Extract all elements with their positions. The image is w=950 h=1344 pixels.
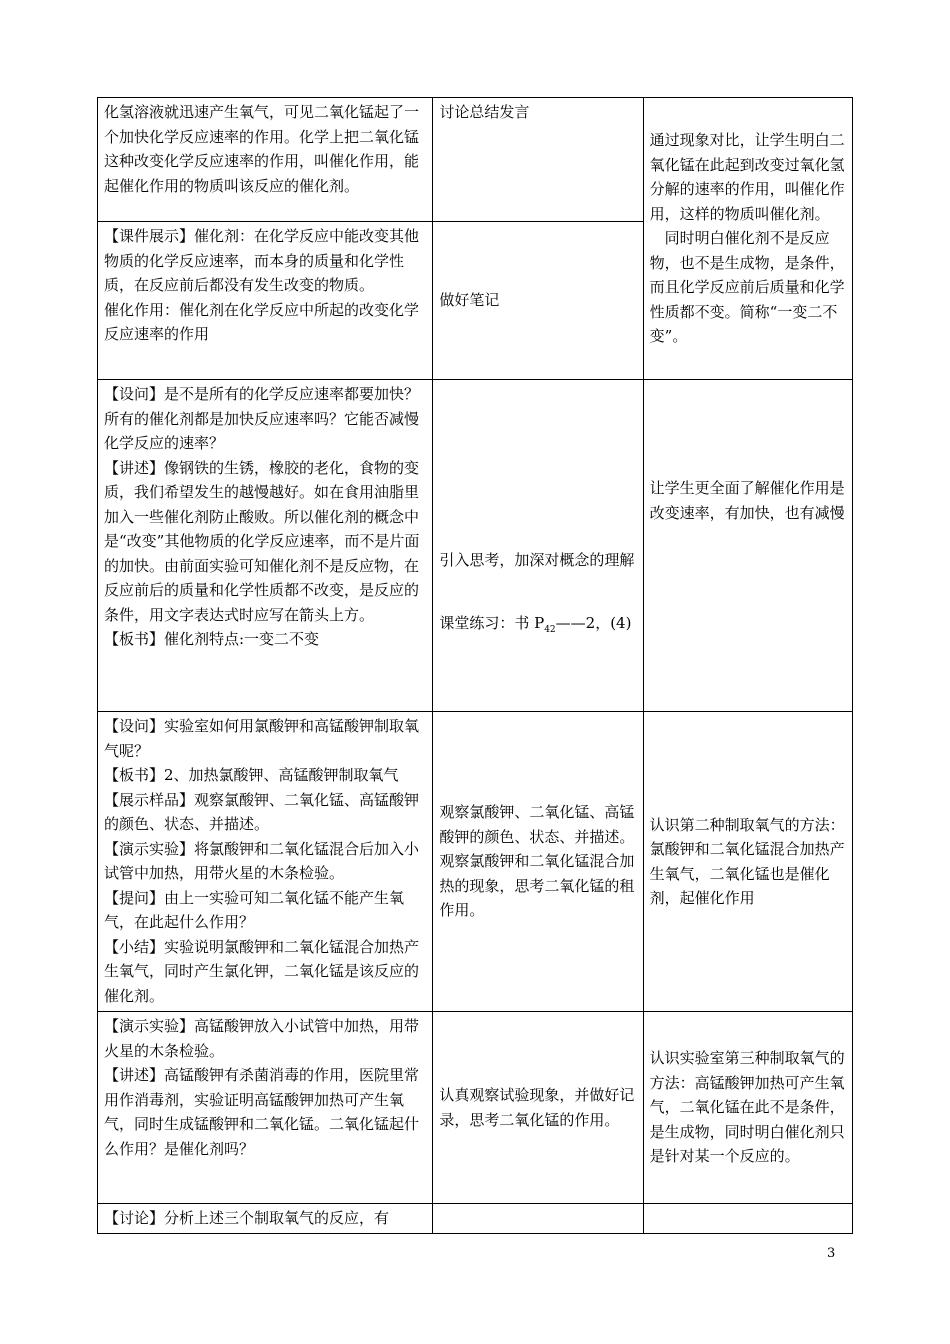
table-row [98,712,853,1012]
cell-text: 观察氯酸钾、二氧化锰、高锰酸钾的颜色、状态、并描述。 [439,803,635,846]
cell-text: 【讨论】分析上述三个制取氧气的反应，有 [104,1209,390,1227]
cell-text: 通过现象对比，让学生明白二氧化锰在此起到改变过氧化氢分解的速率的作用，叫催化作用，这样的物质叫催化剂。 [649,131,845,223]
design-intent-cell [643,380,852,712]
cell-text: 认真观察试验现象，并做好记录，思考二氧化锰的作用。 [439,1086,635,1129]
cell-text: 做好笔记 [439,291,500,310]
cell-text: 【展示样品】观察氯酸钾、二氧化锰、高锰酸钾的颜色、状态、并描述。 [104,790,420,833]
cell-text: 观察氯酸钾和二氧化锰混合加热的现象，思考二氧化锰的租作用。 [439,852,635,920]
teacher-activity-cell [98,380,433,712]
design-intent-cell [643,1012,852,1204]
teacher-activity-cell [98,712,433,1012]
cell-text: 【讲述】像钢铁的生锈，橡胶的老化，食物的变质，我们希望发生的越慢越好。如在食用油脂里加入一些催化剂防止酸败。所以催化剂的概念中是“改变”其他物质的化学反应速率，而不是片面的加快。由前面实验可知催化剂不是反应物，在反应前后的质量和化学性质都不改变，是反应的条件，用文字表达式时应写在箭头上方。 [104,458,420,624]
cell-text: 【设问】是不是所有的化学反应速率都要加快？所有的催化剂都是加快反应速率吗？它能否减慢化学反应的速率？ [104,385,420,452]
cell-text: 引入思考，加深对概念的理解 [439,551,635,569]
teacher-activity-cell [98,1012,433,1204]
cell-text: 【演示实验】将氯酸钾和二氧化锰混合后加入小试管中加热，用带火星的木条检验。 [104,839,420,882]
student-activity-cell [433,380,643,712]
cell-text: 【设问】实验室如何用氯酸钾和高锰酸钾制取氧气呢？ [104,717,420,760]
teacher-activity-cell [98,1204,433,1234]
cell-text: 认识实验室第三种制取氧气的方法：高锰酸钾加热可产生氧气，二氧化锰在此不是条件，是生成物，同时明白催化剂只是针对某一个反应的。 [649,1049,845,1166]
lesson-plan-table [97,97,853,1234]
teacher-activity-cell [98,222,433,380]
table-row [98,98,853,222]
exercise-text: 课堂练习：书 $P_{42}——2$，(4) [439,613,632,635]
cell-text: 【板书】催化剂特点:一变二不变 [104,630,320,648]
student-activity-cell [433,98,643,222]
student-activity-cell [433,1204,643,1234]
table-row [98,1012,853,1204]
cell-text: 催化作用：催化剂在化学反应中所起的改变化学反应速率的作用 [104,300,420,343]
cell-text: 【小结】实验说明氯酸钾和二氧化锰混合加热产生氧气，同时产生氯化钾，二氧化锰是该反应的催化剂。 [104,937,420,1005]
cell-text: 让学生更全面了解催化作用是改变速率，有加快，也有减慢 [649,479,845,522]
cell-text: 化氢溶液就迅速产生氧气，可见二氧化锰起了一个加快化学反应速率的作用。化学上把二氧化锰这种改变化学反应速率的作用，叫催化作用，能起催化作用的物质叫该反应的催化剂。 [104,103,420,195]
table-row [98,380,853,712]
page-number: 3 [827,1246,836,1261]
cell-text: 同时明白催化剂不是反应物，也不是生成物，是条件，而且化学反应前后质量和化学性质都不变。简称“一变二不变”。 [649,229,845,346]
cell-text: 【讲述】高锰酸钾有杀菌消毒的作用，医院里常用作消毒剂，实验证明高锰酸钾加热可产生氧气，同时生成锰酸钾和二氧化锰。二氧化锰起什么作用？是催化剂吗？ [104,1066,420,1158]
cell-text: 讨论总结发言 [439,103,530,121]
cell-text: 认识第二种制取氧气的方法：氯酸钾和二氧化锰混合加热产生氧气，二氧化锰也是催化剂，起催化作用 [649,815,845,907]
cell-text: 【提问】由上一实验可知二氧化锰不能产生氧气，在此起什么作用？ [104,888,405,931]
student-activity-cell [433,222,643,380]
student-activity-cell [433,1012,643,1204]
cell-text: 【板书】2、加热氯酸钾、高锰酸钾制取氧气 [104,766,399,784]
cell-text: 【演示实验】高锰酸钾放入小试管中加热，用带火星的木条检验。 [104,1017,420,1060]
design-intent-cell [643,98,852,380]
student-activity-cell [433,712,643,1012]
cell-text: 【课件展示】催化剂：在化学反应中能改变其他物质的化学反应速率，而本身的质量和化学性质，在反应前后都没有发生改变的物质。 [104,227,420,294]
teacher-activity-cell [98,98,433,222]
design-intent-cell [643,1204,852,1234]
table-row [98,1204,853,1234]
design-intent-cell [643,712,852,1012]
